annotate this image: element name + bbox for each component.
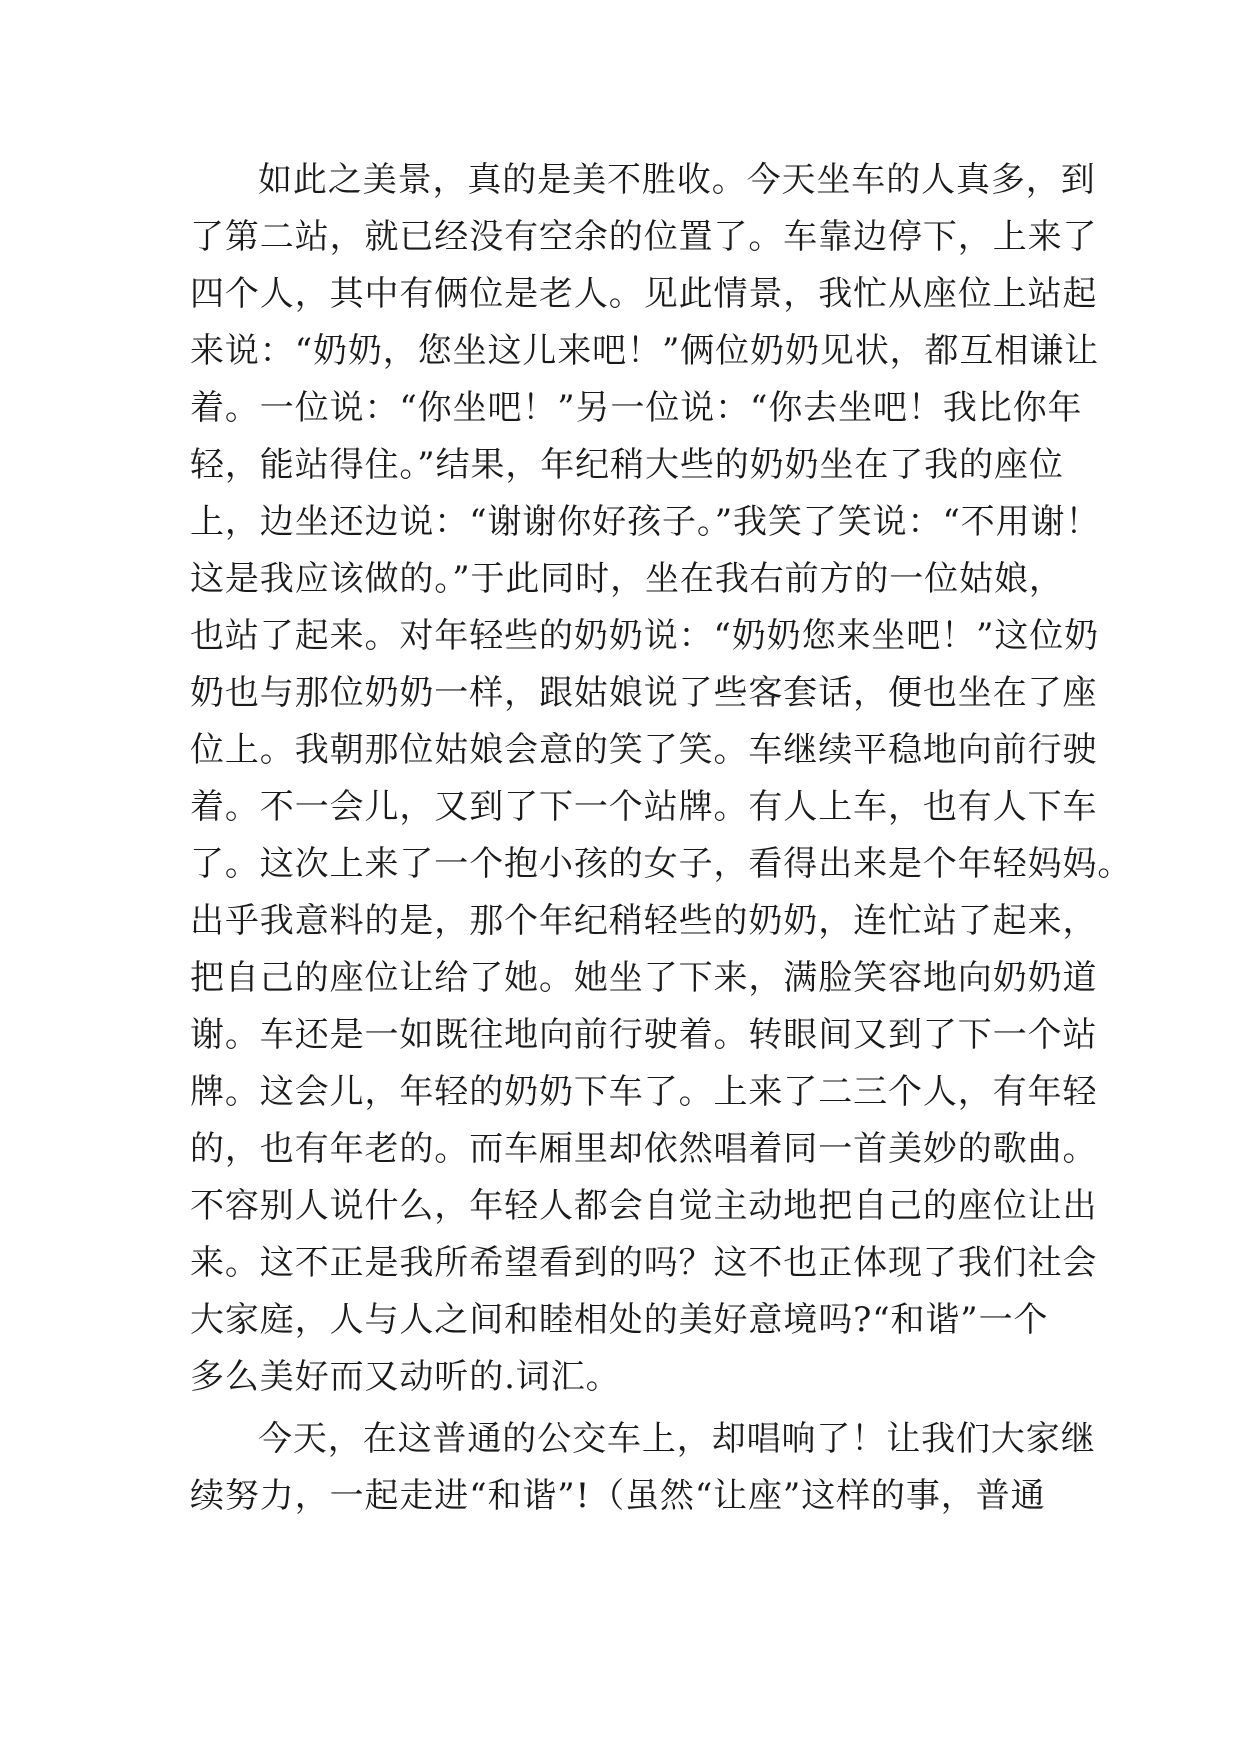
paragraph-1-line: 牌。这会儿，年轻的奶奶下车了。上来了二三个人，有年轻 (190, 1072, 1098, 1112)
paragraph-1-line: 轻，能站得住。”结果，年纪稍大些的奶奶坐在了我的座位 (190, 445, 1064, 485)
paragraph-1-line: 奶也与那位奶奶一样，跟姑娘说了些客套话，便也坐在了座 (190, 673, 1098, 713)
paragraph-1-line: 四个人，其中有俩位是老人。见此情景，我忙从座位上站起 (190, 274, 1098, 314)
paragraph-1-line: 着。不一会儿，又到了下一个站牌。有人上车，也有人下车 (190, 787, 1098, 827)
paragraph-1-line: 如此之美景，真的是美不胜收。今天坐车的人真多，到 (258, 160, 1096, 200)
paragraph-1-line: 位上。我朝那位姑娘会意的笑了笑。车继续平稳地向前行驶 (190, 730, 1098, 770)
paragraph-1-line: 把自己的座位让给了她。她坐了下来，满脸笑容地向奶奶道 (190, 958, 1098, 998)
paragraph-1-line: 来。这不正是我所希望看到的吗？这不也正体现了我们社会 (190, 1243, 1098, 1283)
paragraph-1-line: 这是我应该做的。”于此同时，坐在我右前方的一位姑娘， (190, 559, 1064, 599)
paragraph-1-line: 不容别人说什么，年轻人都会自觉主动地把自己的座位让出 (190, 1186, 1098, 1226)
paragraph-1-line: 也站了起来。对年轻些的奶奶说：“奶奶您来坐吧！”这位奶 (190, 616, 1100, 656)
paragraph-2-line: 续努力，一起走进“和谐”!（虽然“让座”这样的事，普通 (190, 1476, 1046, 1516)
paragraph-1-line: 着。一位说：“你坐吧！”另一位说：“你去坐吧！我比你年 (190, 388, 1083, 428)
paragraph-1-line: 来说：“奶奶，您坐这儿来吧！”俩位奶奶见状，都互相谦让 (190, 331, 1100, 371)
paragraph-1-line: 了。这次上来了一个抱小孩的女子，看得出来是个年轻妈妈。 (190, 844, 1133, 884)
paragraph-2-line: 今天，在这普通的公交车上，却唱响了！让我们大家继 (258, 1419, 1096, 1459)
paragraph-1-line: 了第二站，就已经没有空余的位置了。车靠边停下，上来了 (190, 217, 1098, 257)
paragraph-1-line: 谢。车还是一如既往地向前行驶着。转眼间又到了下一个站 (190, 1015, 1098, 1055)
paragraph-1-line: 出乎我意料的是，那个年纪稍轻些的奶奶，连忙站了起来， (190, 901, 1098, 941)
paragraph-1-line: 上，边坐还边说：“谢谢你好孩子。”我笑了笑说：“不用谢！ (190, 502, 1101, 542)
paragraph-1-line: 大家庭，人与人之间和睦相处的美好意境吗?“和谐”一个 (190, 1300, 1049, 1340)
paragraph-1-line: 多么美好而又动听的.词汇。 (190, 1357, 621, 1397)
paragraph-1-line: 的，也有年老的。而车厢里却依然唱着同一首美妙的歌曲。 (190, 1129, 1098, 1169)
